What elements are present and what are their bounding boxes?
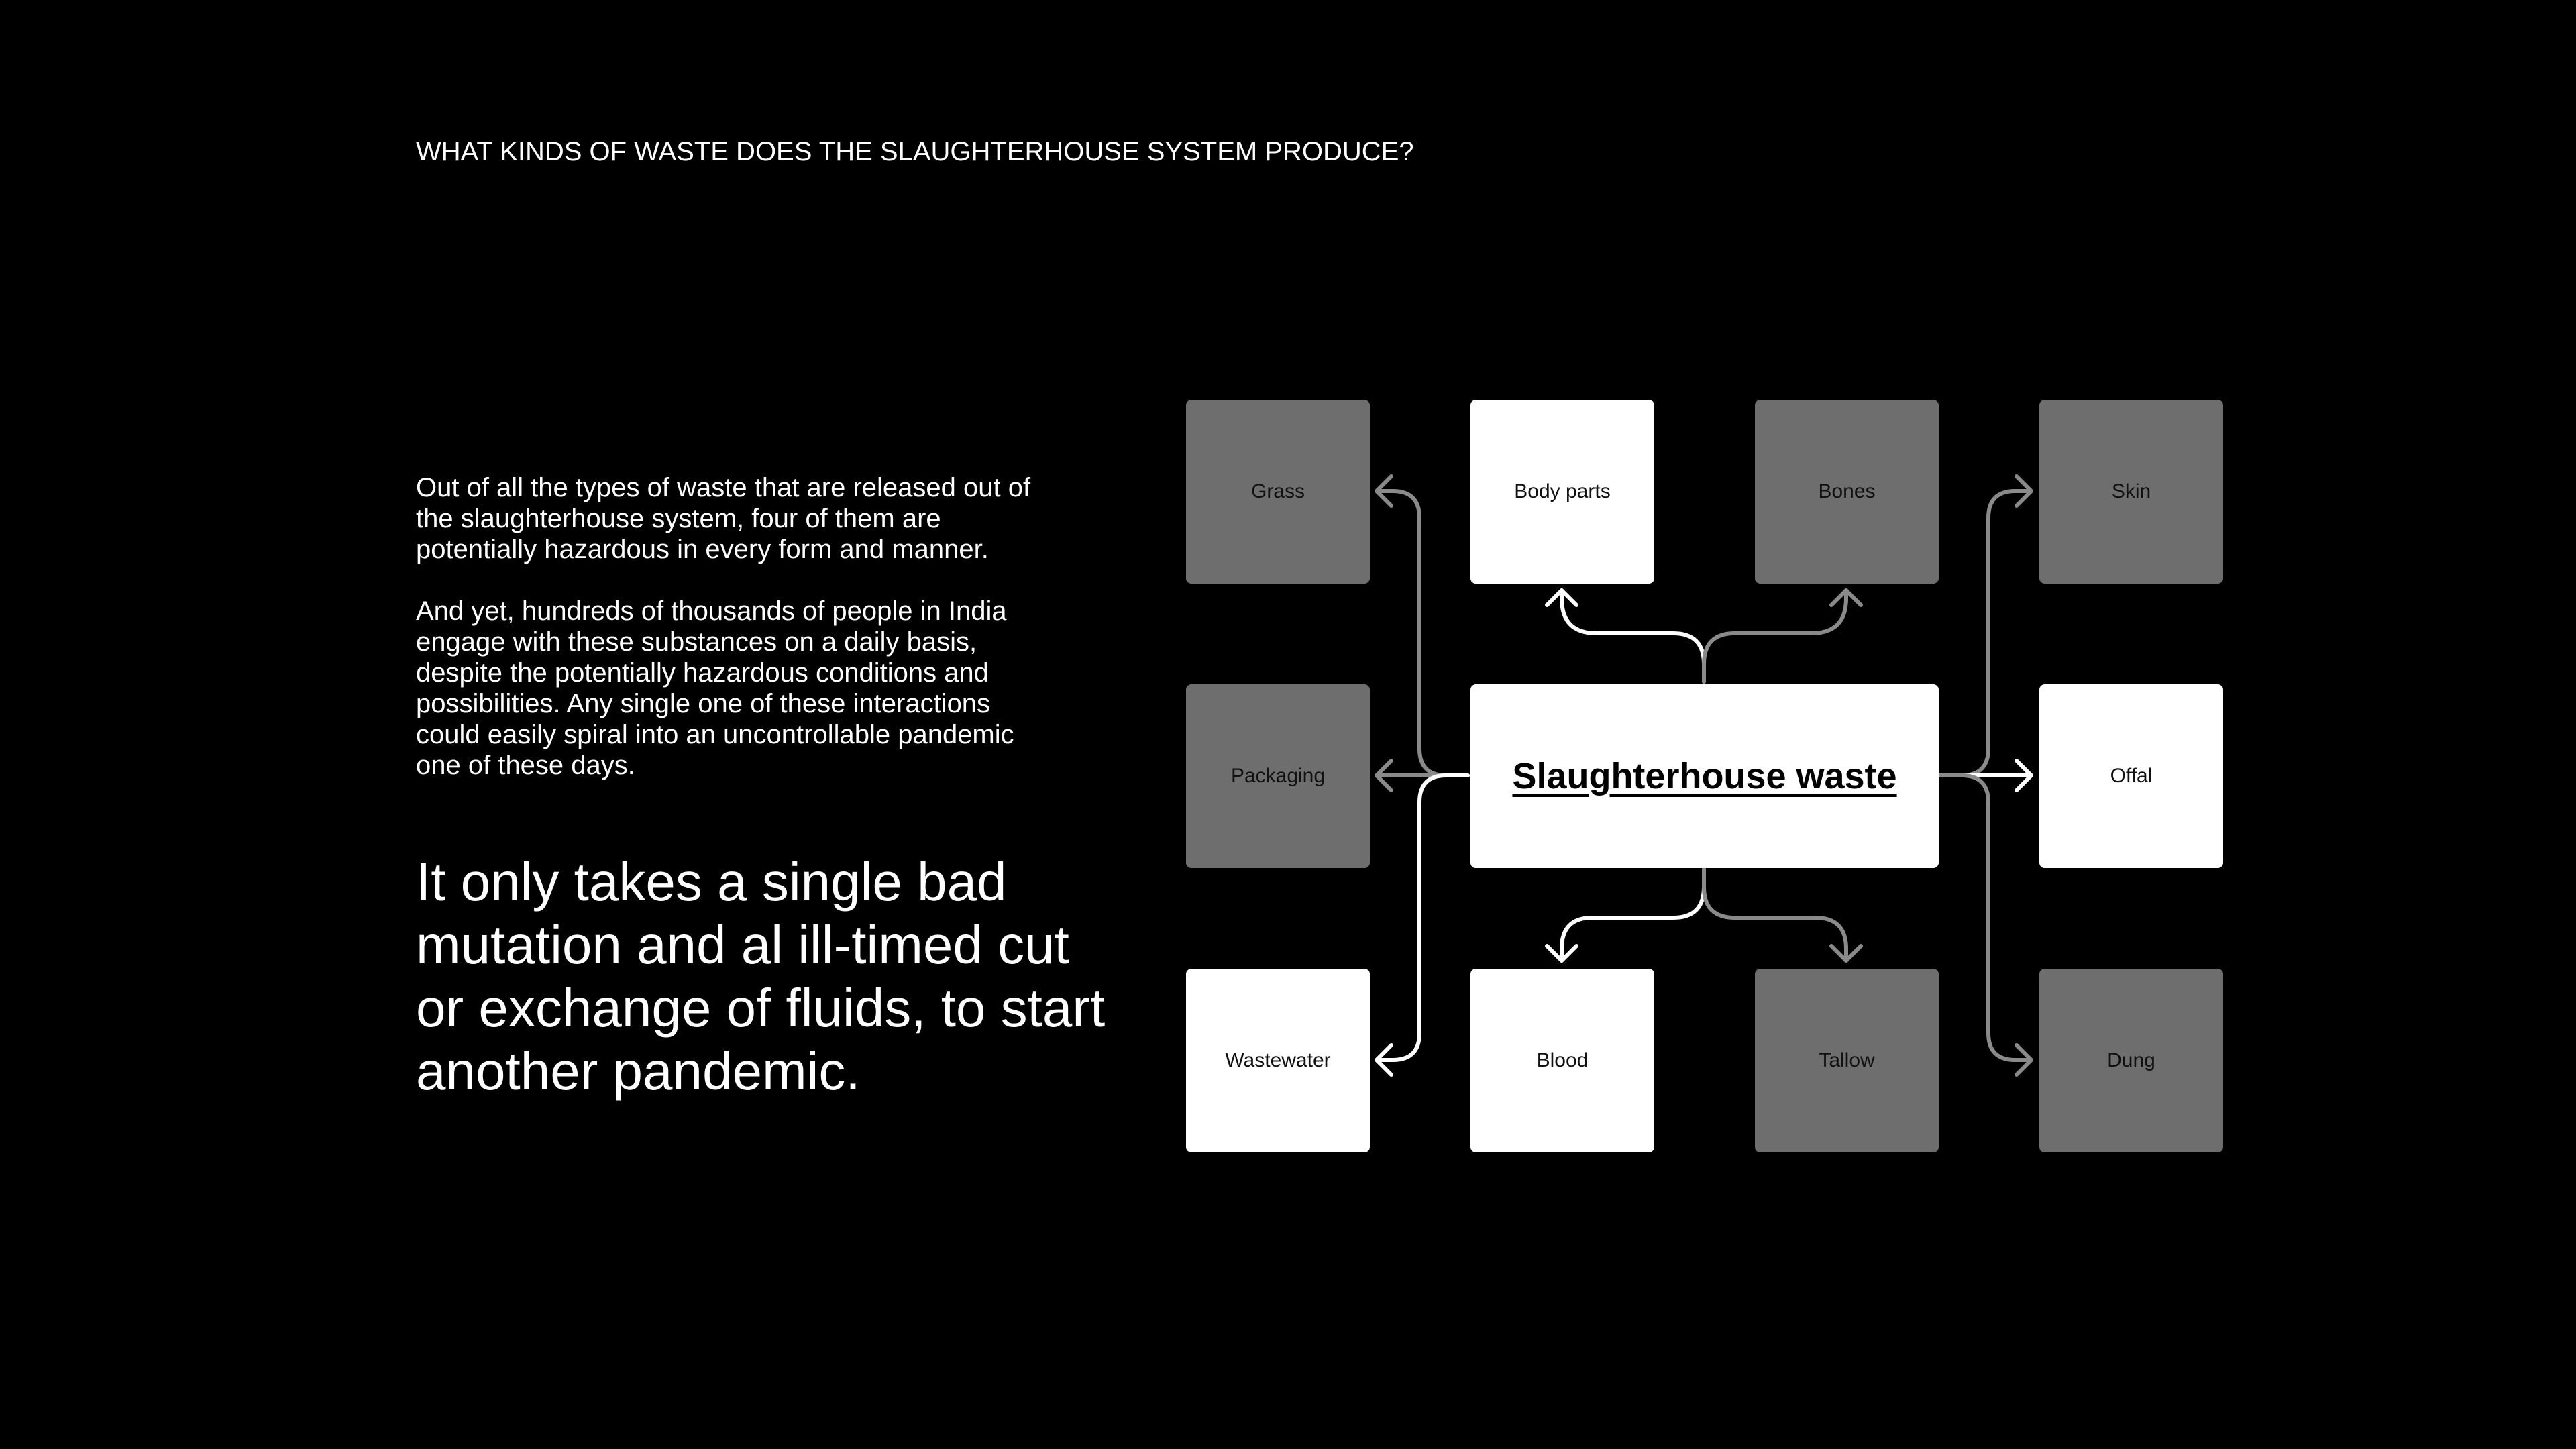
- arrow-to-bones: [1704, 590, 1846, 682]
- node-offal: [2039, 684, 2223, 868]
- node-bones: [1755, 400, 1939, 584]
- node-dung: [2039, 969, 2223, 1152]
- arrow-to-tallow: [1704, 869, 1846, 961]
- node-wastewater-label: Wastewater: [1225, 1049, 1331, 1071]
- node-grass: [1186, 400, 1370, 584]
- context-paragraph: And yet, hundreds of thousands of people in India engage with these substances on a daily basis, despite the potentially hazardous conditions and possibilities. Any single one of these interactions could easily spiral into an uncontrollable pandemic one of these days.: [416, 596, 1014, 780]
- arrow-to-skin: [1940, 491, 2031, 775]
- arrow-to-grass: [1377, 491, 1468, 775]
- node-bones-label: Bones: [1818, 480, 1876, 502]
- center-label: Slaughterhouse waste: [1512, 756, 1897, 796]
- node-tallow: [1755, 969, 1939, 1152]
- arrow-to-dung: [1940, 775, 2031, 1060]
- node-body-parts-label: Body parts: [1514, 480, 1611, 502]
- intro-paragraph: Out of all the types of waste that are released out of the slaughterhouse system, four of them are potentially hazardous in every form and manner.: [416, 473, 1031, 564]
- node-skin-label: Skin: [2111, 480, 2151, 502]
- node-dung-label: Dung: [2107, 1049, 2155, 1071]
- arrow-to-body-parts: [1562, 590, 1704, 682]
- node-blood: [1470, 969, 1654, 1152]
- node-packaging: [1186, 684, 1370, 868]
- page-title: WHAT KINDS OF WASTE DOES THE SLAUGHTERHOUSE SYSTEM PRODUCE?: [416, 137, 1414, 166]
- node-blood-label: Blood: [1536, 1049, 1589, 1071]
- node-packaging-label: Packaging: [1230, 765, 1326, 787]
- node-tallow-label: Tallow: [1819, 1049, 1875, 1071]
- arrow-to-wastewater: [1377, 775, 1468, 1060]
- node-center-slaughterhouse-waste: [1470, 684, 1939, 868]
- pull-quote: It only takes a single bad mutation and al ill-timed cut or exchange of fluids, to start another pandemic.: [416, 852, 1106, 1101]
- arrow-to-blood: [1562, 869, 1704, 961]
- node-body-parts: [1470, 400, 1654, 584]
- node-wastewater: [1186, 969, 1370, 1152]
- node-grass-label: Grass: [1250, 480, 1305, 502]
- node-offal-label: Offal: [2110, 765, 2153, 787]
- node-skin: [2039, 400, 2223, 584]
